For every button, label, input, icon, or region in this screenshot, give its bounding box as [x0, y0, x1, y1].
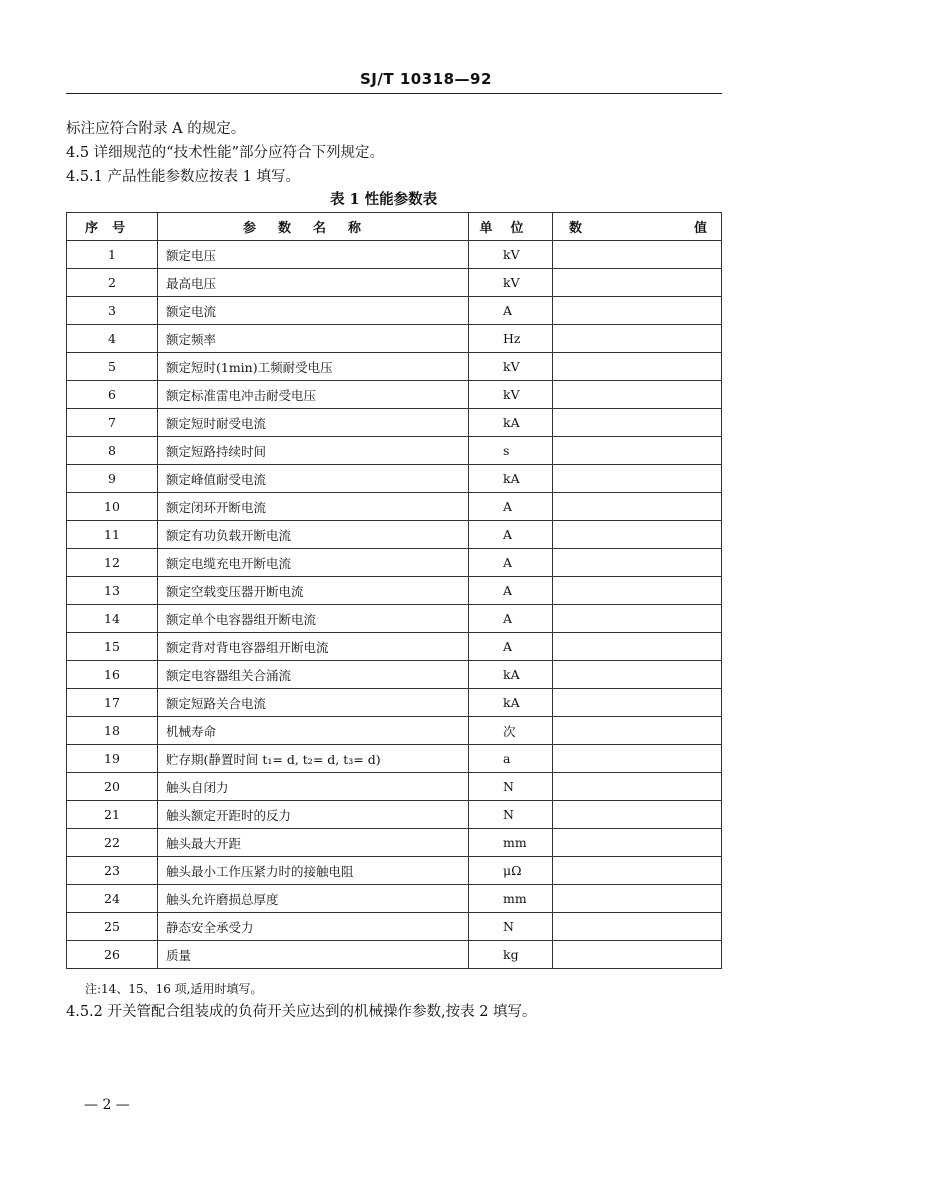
row-value: [553, 661, 722, 689]
performance-parameter-table: [66, 212, 722, 969]
header-seq: 序号: [67, 213, 158, 241]
row-seq: 13: [67, 577, 158, 605]
row-seq: 9: [67, 465, 158, 493]
table-row: [67, 941, 722, 969]
table-row: [67, 437, 722, 465]
row-seq: 23: [67, 857, 158, 885]
table-row: [67, 353, 722, 381]
row-seq: 19: [67, 745, 158, 773]
row-seq: 26: [67, 941, 158, 969]
row-seq: 4: [67, 325, 158, 353]
row-seq: 24: [67, 885, 158, 913]
row-name: 质量: [158, 941, 469, 969]
row-unit: A: [469, 521, 553, 549]
row-value: [553, 913, 722, 941]
row-value: [553, 689, 722, 717]
row-unit: A: [469, 549, 553, 577]
row-seq: 2: [67, 269, 158, 297]
row-seq: 17: [67, 689, 158, 717]
row-name: 额定电流: [158, 297, 469, 325]
row-unit: A: [469, 577, 553, 605]
table-row: [67, 885, 722, 913]
row-seq: 1: [67, 241, 158, 269]
row-value: [553, 493, 722, 521]
row-value: [553, 801, 722, 829]
row-value: [553, 941, 722, 969]
table-row: [67, 829, 722, 857]
row-value: [553, 465, 722, 493]
row-value: [553, 269, 722, 297]
row-name: 额定单个电容器组开断电流: [158, 605, 469, 633]
row-unit: N: [469, 801, 553, 829]
table-caption: 表 1 性能参数表: [330, 191, 438, 208]
row-unit: kV: [469, 353, 553, 381]
row-seq: 14: [67, 605, 158, 633]
table-row: [67, 325, 722, 353]
row-name: 额定短路关合电流: [158, 689, 469, 717]
row-name: 触头最大开距: [158, 829, 469, 857]
row-unit: N: [469, 913, 553, 941]
table-row: [67, 409, 722, 437]
row-seq: 6: [67, 381, 158, 409]
row-unit: A: [469, 493, 553, 521]
paragraph-4-5-1: 4.5.1 产品性能参数应按表 1 填写。: [66, 169, 300, 185]
row-seq: 5: [67, 353, 158, 381]
table-row: [67, 745, 722, 773]
header-unit: 单位: [469, 213, 553, 241]
row-unit: s: [469, 437, 553, 465]
table-row: [67, 549, 722, 577]
row-value: [553, 297, 722, 325]
row-name: 额定峰值耐受电流: [158, 465, 469, 493]
row-name: 额定电压: [158, 241, 469, 269]
table-row: [67, 773, 722, 801]
row-name: 触头最小工作压紧力时的接触电阻: [158, 857, 469, 885]
table-row: [67, 241, 722, 269]
row-name: 额定标准雷电冲击耐受电压: [158, 381, 469, 409]
row-name: 触头允许磨损总厚度: [158, 885, 469, 913]
document-header: SJ/T 10318—92: [360, 70, 492, 88]
row-value: [553, 521, 722, 549]
row-value: [553, 745, 722, 773]
row-name: 额定闭环开断电流: [158, 493, 469, 521]
row-unit: N: [469, 773, 553, 801]
table-row: [67, 913, 722, 941]
row-seq: 15: [67, 633, 158, 661]
paragraph-4-5: 4.5 详细规范的“技术性能”部分应符合下列规定。: [66, 145, 384, 161]
row-seq: 8: [67, 437, 158, 465]
row-value: [553, 241, 722, 269]
table-row: [67, 605, 722, 633]
row-seq: 10: [67, 493, 158, 521]
paragraph-4-5-2: 4.5.2 开关管配合组装成的负荷开关应达到的机械操作参数,按表 2 填写。: [66, 1004, 537, 1020]
row-seq: 11: [67, 521, 158, 549]
row-unit: kA: [469, 465, 553, 493]
table-row: [67, 493, 722, 521]
table-note: 注:14、15、16 项,适用时填写。: [85, 982, 263, 996]
row-value: [553, 353, 722, 381]
row-unit: a: [469, 745, 553, 773]
page-number: — 2 —: [84, 1097, 130, 1113]
row-seq: 21: [67, 801, 158, 829]
row-unit: A: [469, 605, 553, 633]
table-row: [67, 661, 722, 689]
row-seq: 20: [67, 773, 158, 801]
row-value: [553, 605, 722, 633]
row-unit: A: [469, 297, 553, 325]
row-unit: Hz: [469, 325, 553, 353]
table-row: [67, 465, 722, 493]
table-row: [67, 269, 722, 297]
row-unit: 次: [469, 717, 553, 745]
row-value: [553, 437, 722, 465]
row-unit: A: [469, 633, 553, 661]
row-value: [553, 325, 722, 353]
row-name: 额定空载变压器开断电流: [158, 577, 469, 605]
row-name: 触头自闭力: [158, 773, 469, 801]
row-name: 静态安全承受力: [158, 913, 469, 941]
row-value: [553, 885, 722, 913]
row-seq: 3: [67, 297, 158, 325]
row-unit: kV: [469, 269, 553, 297]
row-unit: kV: [469, 381, 553, 409]
row-name: 额定短时耐受电流: [158, 409, 469, 437]
row-value: [553, 829, 722, 857]
row-value: [553, 549, 722, 577]
header-name: 参数名称: [158, 213, 469, 241]
row-seq: 22: [67, 829, 158, 857]
table-row: [67, 297, 722, 325]
row-unit: μΩ: [469, 857, 553, 885]
row-seq: 12: [67, 549, 158, 577]
table-row: [67, 689, 722, 717]
header-value: [553, 213, 722, 241]
table-row: [67, 521, 722, 549]
row-seq: 18: [67, 717, 158, 745]
row-value: [553, 409, 722, 437]
row-name: 额定短路持续时间: [158, 437, 469, 465]
table-row: [67, 801, 722, 829]
row-seq: 25: [67, 913, 158, 941]
row-name: 最高电压: [158, 269, 469, 297]
row-name: 贮存期(静置时间 t₁= d, t₂= d, t₃= d): [158, 745, 469, 773]
row-unit: mm: [469, 829, 553, 857]
row-name: 机械寿命: [158, 717, 469, 745]
row-unit: kA: [469, 661, 553, 689]
row-seq: 16: [67, 661, 158, 689]
row-name: 额定背对背电容器组开断电流: [158, 633, 469, 661]
row-name: 额定短时(1min)工频耐受电压: [158, 353, 469, 381]
table-row: [67, 577, 722, 605]
row-value: [553, 633, 722, 661]
row-value: [553, 857, 722, 885]
row-unit: mm: [469, 885, 553, 913]
row-unit: kA: [469, 689, 553, 717]
header-rule: [66, 93, 722, 94]
row-name: 额定频率: [158, 325, 469, 353]
row-name: 额定电容器组关合涌流: [158, 661, 469, 689]
row-unit: kA: [469, 409, 553, 437]
header-value-b: 值: [693, 221, 707, 236]
table-row: [67, 857, 722, 885]
row-value: [553, 773, 722, 801]
row-name: 触头额定开距时的反力: [158, 801, 469, 829]
row-unit: kV: [469, 241, 553, 269]
table-row: [67, 717, 722, 745]
header-value-a: 数: [569, 221, 583, 236]
row-value: [553, 577, 722, 605]
row-value: [553, 717, 722, 745]
table-row: [67, 633, 722, 661]
row-unit: kg: [469, 941, 553, 969]
row-value: [553, 381, 722, 409]
paragraph-annex-a: 标注应符合附录 A 的规定。: [66, 121, 246, 137]
table-header-row: [67, 213, 722, 241]
row-name: 额定电缆充电开断电流: [158, 549, 469, 577]
row-seq: 7: [67, 409, 158, 437]
table-row: [67, 381, 722, 409]
row-name: 额定有功负载开断电流: [158, 521, 469, 549]
